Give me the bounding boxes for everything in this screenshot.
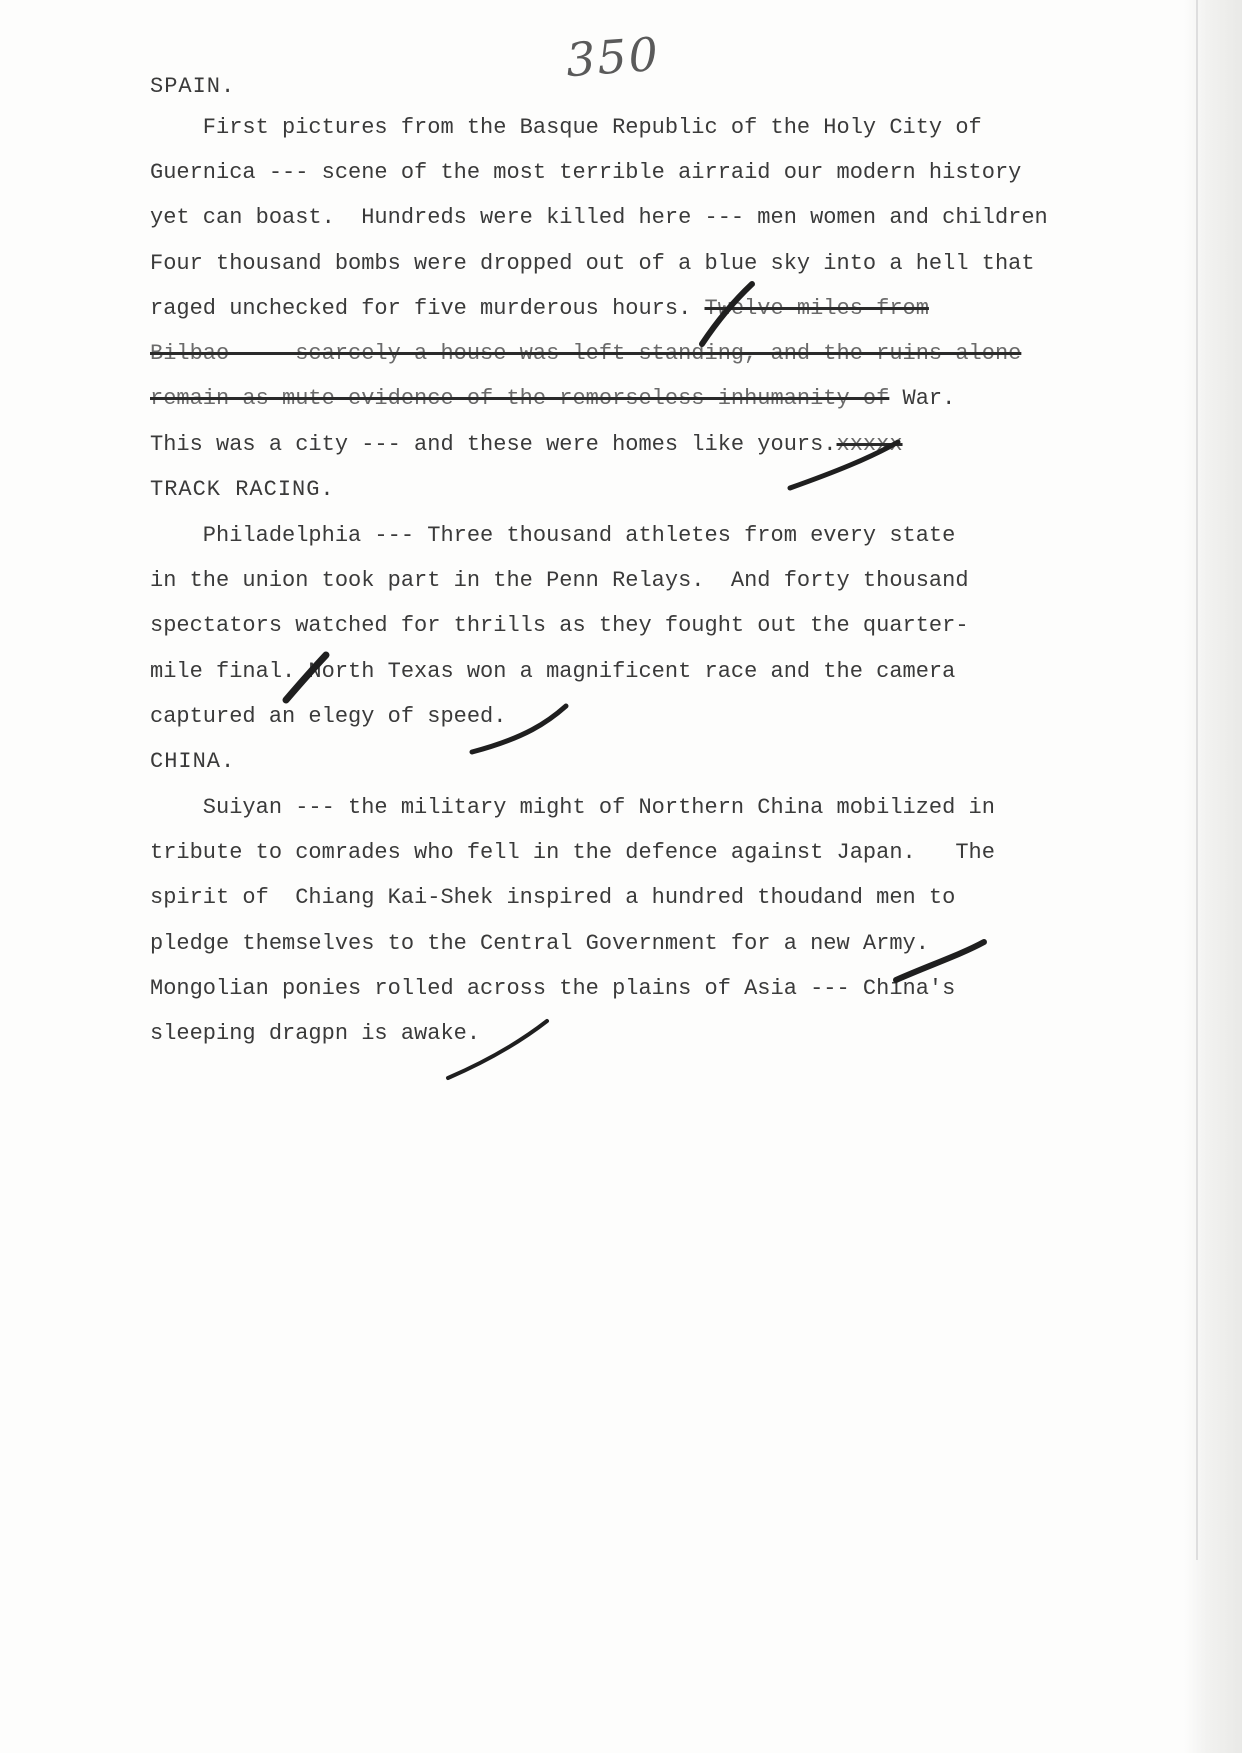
section-heading-china: CHINA. <box>150 749 236 774</box>
text-segment: War. <box>889 386 956 411</box>
scan-edge-line <box>1196 0 1198 1560</box>
struck-text: Twelve miles from <box>704 296 929 321</box>
struck-text: xxxxx <box>836 432 903 457</box>
page-number: 350 <box>564 26 662 88</box>
text-line: Philadelphia --- Three thousand athletes from every state <box>150 523 956 548</box>
struck-text: Bilbao --- scarcely a house was left standing, and the ruins alone <box>150 341 1022 366</box>
text-line: spectators watched for thrills as they fought out the quarter- <box>150 613 969 638</box>
text-line: pledge themselves to the Central Government for a new Army. <box>150 931 929 956</box>
text-line: Mongolian ponies rolled across the plains of Asia --- China's <box>150 976 956 1001</box>
text-line: in the union took part in the Penn Relays. And forty thousand <box>150 568 969 593</box>
text-line: Suiyan --- the military might of Northern China mobilized in <box>150 795 995 820</box>
text-line: Four thousand bombs were dropped out of a blue sky into a hell that <box>150 251 1035 276</box>
text-segment: This was a city --- and these were homes like yours. <box>150 432 837 457</box>
text-line <box>150 294 929 324</box>
text-line: tribute to comrades who fell in the defence against Japan. The <box>150 840 995 865</box>
text-line: mile final. North Texas won a magnificent race and the camera <box>150 659 956 684</box>
text-line-deleted <box>150 384 955 414</box>
text-line: yet can boast. Hundreds were killed here --- men women and children <box>150 205 1048 230</box>
text-line: Guernica --- scene of the most terrible airraid our modern history <box>150 160 1022 185</box>
text-line: spirit of Chiang Kai-Shek inspired a hundred thoudand men to <box>150 885 956 910</box>
text-line: captured an elegy of speed. <box>150 704 507 729</box>
text-line <box>150 430 903 460</box>
text-segment: raged unchecked for five murderous hours. <box>150 296 692 321</box>
scan-edge-shadow <box>1184 0 1242 1753</box>
text-line-deleted <box>150 339 1021 369</box>
text-line: First pictures from the Basque Republic of the Holy City of <box>150 115 982 140</box>
text-line: sleeping dragpn is awake. <box>150 1021 481 1046</box>
struck-text: remain as mute evidence of the remorseless inhumanity of <box>150 386 890 411</box>
section-heading-spain: SPAIN. <box>150 74 236 99</box>
section-heading-track-racing: TRACK RACING. <box>150 477 335 502</box>
